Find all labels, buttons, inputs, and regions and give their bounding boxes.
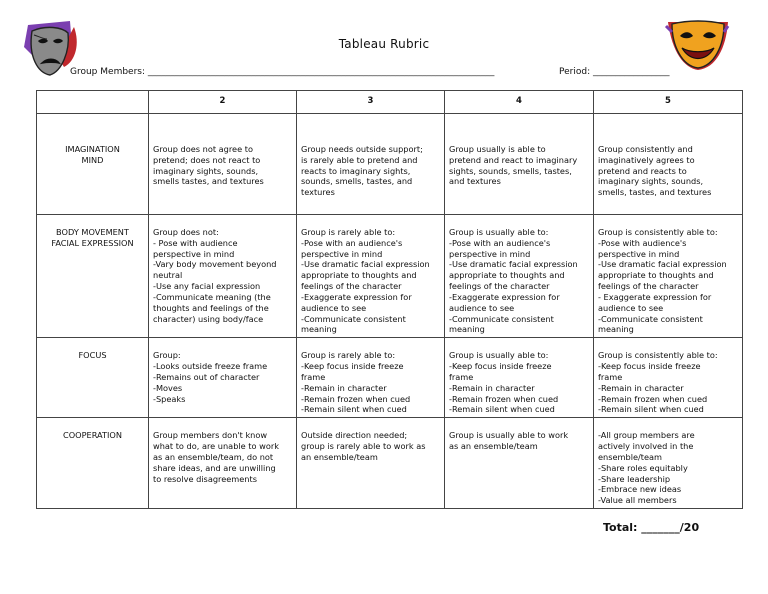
descriptor-line: -Remain silent when cued [598, 404, 704, 415]
group-members-field[interactable]: Group Members: _____________________________________________________________________________ [70, 67, 495, 77]
descriptor-line: reacts to imaginary sights, [301, 165, 411, 176]
rubric-header-row [37, 91, 743, 114]
descriptor-line: Outside direction needed; [301, 430, 408, 441]
rubric-cell-score-3 [297, 114, 445, 215]
descriptor-line: meaning [598, 324, 634, 335]
descriptor-line: actively involved in the [598, 441, 694, 452]
descriptor-line: perspective in mind [301, 248, 383, 259]
rubric-row-cooperation [37, 418, 743, 509]
descriptor-line: is rarely able to pretend and [301, 154, 418, 165]
criterion-label: MIND [81, 154, 104, 165]
descriptor-line: feelings of the character [301, 281, 402, 292]
descriptor-line: -Share roles equitably [598, 462, 688, 473]
rubric-cell-score-2 [149, 418, 297, 509]
descriptor-line: -Pose with an audience's [301, 237, 403, 248]
criterion-label: FOCUS [78, 350, 107, 361]
descriptor-line: feelings of the character [449, 281, 550, 292]
descriptor-line: Group does not: [153, 227, 219, 237]
descriptor-line: meaning [301, 324, 337, 335]
descriptor-line: Group is usually able to: [449, 227, 549, 237]
rubric-cell-score-5 [594, 114, 743, 215]
descriptor-line: Group usually is able to [449, 144, 546, 154]
rubric-cell-score-5 [594, 215, 743, 338]
descriptor-line: -Pose with an audience's [449, 237, 551, 248]
descriptor-line: -Communicate meaning (the [153, 291, 271, 302]
rubric-row-focus [37, 338, 743, 418]
descriptor-line: pretend and reacts to [598, 165, 687, 176]
descriptor-line: -Keep focus inside freeze [301, 361, 404, 372]
descriptor-line: smells, tastes, and textures [598, 187, 712, 198]
descriptor-line: -Exaggerate expression for [449, 291, 560, 302]
descriptor-line: -Pose with audience's [598, 237, 687, 248]
descriptor-line: share ideas, and are unwilling [153, 462, 276, 473]
descriptor-line: textures [301, 187, 335, 198]
descriptor-line: meaning [449, 324, 485, 335]
descriptor-line: to resolve disagreements [153, 473, 257, 484]
descriptor-line: -Use any facial expression [153, 281, 261, 292]
descriptor-line: perspective in mind [153, 248, 235, 259]
descriptor-line: as an ensemble/team [449, 441, 538, 452]
descriptor-line: frame [598, 371, 623, 382]
criterion-cell [37, 215, 149, 338]
descriptor-line: -Speaks [153, 393, 186, 404]
criterion-label: COOPERATION [62, 430, 123, 441]
descriptor-line: imaginatively agrees to [598, 154, 695, 165]
descriptor-line: -Keep focus inside freeze [598, 361, 701, 372]
descriptor-line: imaginary sights, sounds, [153, 165, 259, 176]
descriptor-line: - Exaggerate expression for [598, 291, 712, 302]
descriptor-line: appropriate to thoughts and [598, 270, 714, 281]
period-field[interactable]: Period: _________________ [559, 67, 670, 77]
descriptor-line: sounds, smells, tastes, and [301, 176, 413, 187]
descriptor-line: -Communicate consistent [598, 313, 703, 324]
criterion-label: IMAGINATION [65, 144, 120, 154]
descriptor-line: -Keep focus inside freeze [449, 361, 552, 372]
descriptor-line: what to do, are unable to work [153, 441, 279, 452]
descriptor-line: -Communicate consistent [301, 313, 406, 324]
rubric-cell-score-5 [594, 338, 743, 418]
descriptor-line: Group is rarely able to: [301, 227, 396, 237]
descriptor-line: -All group members are [598, 430, 695, 441]
descriptor-line: character) using body/face [153, 313, 264, 324]
criterion-label: BODY MOVEMENT [56, 227, 129, 237]
criterion-label: FACIAL EXPRESSION [51, 237, 134, 248]
rubric-cell-score-3 [297, 215, 445, 338]
descriptor-line: Group is usually able to: [449, 350, 549, 361]
descriptor-line: -Vary body movement beyond [153, 259, 277, 270]
descriptor-line: -Remain frozen when cued [598, 393, 708, 404]
criterion-cell [37, 114, 149, 215]
descriptor-line: Group is rarely able to: [301, 350, 396, 361]
descriptor-line: -Remain silent when cued [301, 404, 407, 415]
descriptor-line: Group consistently and [598, 144, 693, 154]
descriptor-line: smells tastes, and textures [153, 176, 264, 187]
rubric-cell-score-2 [149, 338, 297, 418]
descriptor-line: audience to see [449, 302, 515, 313]
descriptor-line: -Remains out of character [153, 371, 260, 382]
descriptor-line: -Value all members [598, 495, 677, 506]
rubric-row-imagination [37, 114, 743, 215]
descriptor-line: sights, sounds, smells, tastes, [449, 165, 572, 176]
descriptor-line: Group is consistently able to: [598, 350, 718, 361]
header-cell-score-5: 5 [594, 91, 743, 114]
descriptor-line: -Use dramatic facial expression [449, 259, 578, 270]
rubric-cell-score-4 [445, 338, 594, 418]
descriptor-line: Group needs outside support; [301, 144, 423, 154]
criterion-cell [37, 338, 149, 418]
rubric-cell-score-4 [445, 215, 594, 338]
rubric-cell-score-3 [297, 338, 445, 418]
descriptor-line: -Use dramatic facial expression [598, 259, 727, 270]
descriptor-line: appropriate to thoughts and [301, 270, 417, 281]
descriptor-line: -Moves [153, 382, 183, 393]
rubric-table [36, 90, 743, 509]
descriptor-line: Group members don't know [153, 430, 268, 441]
header-cell-score-4: 4 [445, 91, 594, 114]
header-cell-criteria [37, 91, 149, 114]
descriptor-line: -Looks outside freeze frame [153, 361, 268, 372]
descriptor-line: audience to see [301, 302, 367, 313]
rubric-cell-score-4 [445, 418, 594, 509]
descriptor-line: -Remain frozen when cued [449, 393, 559, 404]
total-score: Total: _______/20 [603, 521, 700, 534]
descriptor-line: -Communicate consistent [449, 313, 554, 324]
descriptor-line: -Remain frozen when cued [301, 393, 411, 404]
rubric-cell-score-3 [297, 418, 445, 509]
descriptor-line: group is rarely able to work as [301, 441, 426, 452]
descriptor-line: and textures [449, 176, 501, 187]
header-cell-score-3: 3 [297, 91, 445, 114]
descriptor-line: Group does not agree to [153, 144, 253, 154]
descriptor-line: ensemble/team [598, 451, 663, 462]
rubric-cell-score-2 [149, 215, 297, 338]
descriptor-line: Group: [153, 350, 181, 361]
descriptor-line: -Remain in character [598, 382, 684, 393]
criterion-cell [37, 418, 149, 509]
descriptor-line: frame [301, 371, 326, 382]
descriptor-line: pretend; does not react to [153, 154, 261, 165]
header-cell-score-2: 2 [149, 91, 297, 114]
descriptor-line: appropriate to thoughts and [449, 270, 565, 281]
happy-theater-mask-icon [662, 12, 734, 74]
descriptor-line: frame [449, 371, 474, 382]
descriptor-line: feelings of the character [598, 281, 699, 292]
rubric-cell-score-5 [594, 418, 743, 509]
rubric-cell-score-4 [445, 114, 594, 215]
descriptor-line: Group is usually able to work [449, 430, 569, 441]
descriptor-line: pretend and react to imaginary [449, 154, 578, 165]
descriptor-line: perspective in mind [449, 248, 531, 259]
descriptor-line: an ensemble/team [301, 451, 378, 462]
page-title: Tableau Rubric [338, 37, 430, 51]
descriptor-line: imaginary sights, sounds, [598, 176, 704, 187]
descriptor-line: audience to see [598, 302, 664, 313]
descriptor-line: thoughts and feelings of the [153, 302, 269, 313]
descriptor-line: perspective in mind [598, 248, 680, 259]
descriptor-line: -Exaggerate expression for [301, 291, 412, 302]
descriptor-line: -Remain silent when cued [449, 404, 555, 415]
descriptor-line: -Use dramatic facial expression [301, 259, 430, 270]
descriptor-line: -Embrace new ideas [598, 484, 682, 495]
descriptor-line: neutral [153, 270, 183, 281]
descriptor-line: as an ensemble/team, do not [153, 451, 274, 462]
rubric-row-body-movement [37, 215, 743, 338]
rubric-cell-score-2 [149, 114, 297, 215]
descriptor-line: -Remain in character [301, 382, 387, 393]
descriptor-line: Group is consistently able to: [598, 227, 718, 237]
descriptor-line: -Share leadership [598, 473, 671, 484]
descriptor-line: - Pose with audience [153, 237, 238, 248]
descriptor-line: -Remain in character [449, 382, 535, 393]
